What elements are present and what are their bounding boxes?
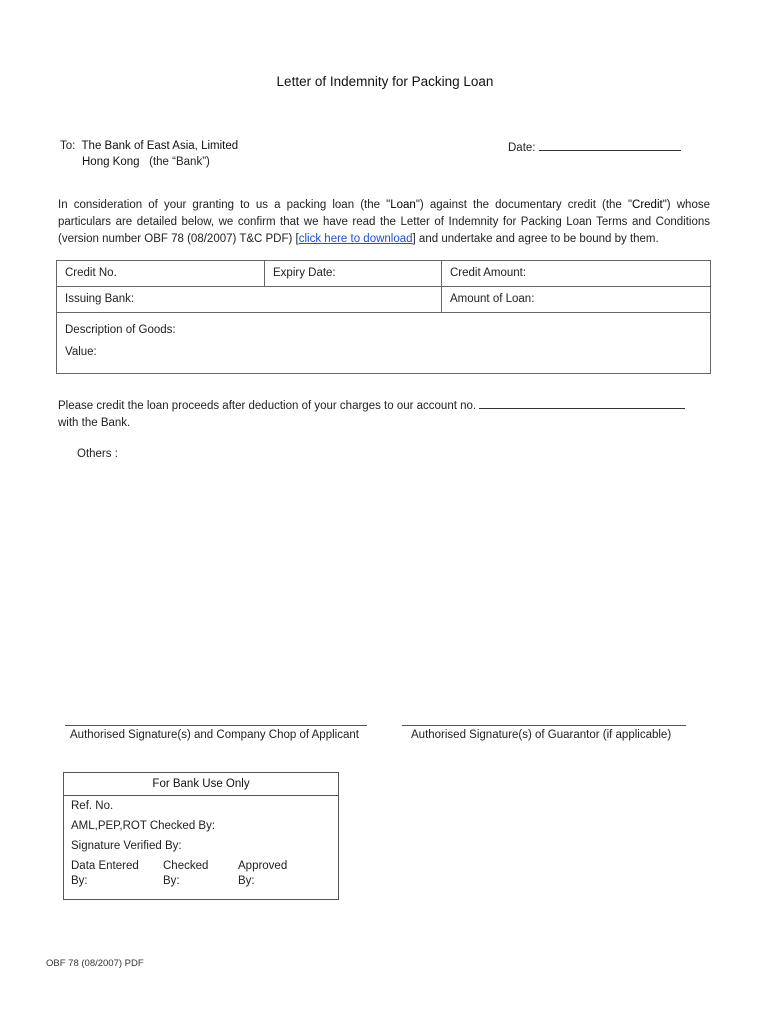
issuing-bank-cell[interactable] xyxy=(57,287,442,313)
data-entered-label xyxy=(71,859,139,889)
signature-verified-label: Signature Verified By: xyxy=(71,840,182,852)
applicant-signature-line[interactable] xyxy=(65,725,367,726)
bank-use-box xyxy=(63,772,339,900)
checked-label xyxy=(163,859,208,889)
guarantor-signature-label: Authorised Signature(s) of Guarantor (if applicable) xyxy=(411,729,672,741)
credit-no-cell[interactable] xyxy=(57,261,265,287)
intro-text-2: ") against the documentary credit (the " xyxy=(415,199,633,211)
credit-amount-label: Credit Amount: xyxy=(450,267,527,279)
account-no-line[interactable] xyxy=(479,397,685,409)
bank-use-heading: For Bank Use Only xyxy=(64,773,338,796)
footer-form-code: OBF 78 (08/2007) PDF xyxy=(46,958,144,969)
intro-loan-term: Loan xyxy=(390,199,416,211)
addressee-block xyxy=(60,139,238,170)
intro-text-1: In consideration of your granting to us a packing loan (the " xyxy=(58,199,391,211)
intro-text-4: ] and undertake and agree to be bound by them. xyxy=(412,233,659,245)
bank-name: The Bank of East Asia, Limited xyxy=(81,140,239,152)
credit-instruction-text: Please credit the loan proceeds after deduction of your charges to our account no. xyxy=(58,400,477,412)
document-title: Letter of Indemnity for Packing Loan xyxy=(276,74,494,89)
data-entered-line1: Data Entered xyxy=(71,860,139,872)
guarantor-signature-line[interactable] xyxy=(402,725,686,726)
approved-line2: By: xyxy=(238,875,255,887)
credit-no-label: Credit No. xyxy=(65,267,117,279)
issuing-bank-label: Issuing Bank: xyxy=(65,293,135,305)
applicant-signature-label: Authorised Signature(s) and Company Chop of Applicant xyxy=(70,729,359,741)
intro-text-3: ") whose particulars are detailed below, we confirm that we have read the Letter of Indemnity for Packing Loan Terms and Conditions (version number OBF 78 (08/2007) T&C PDF) [ xyxy=(58,199,710,245)
amount-of-loan-label: Amount of Loan: xyxy=(450,293,535,305)
approved-line1: Approved xyxy=(238,860,288,872)
expiry-date-cell[interactable] xyxy=(265,261,442,287)
description-label: Description of Goods: xyxy=(65,324,176,336)
aml-label: AML,PEP,ROT Checked By: xyxy=(71,820,216,832)
date-label: Date: xyxy=(508,142,536,154)
date-field xyxy=(508,139,681,154)
data-entered-line2: By: xyxy=(71,875,88,887)
amount-of-loan-cell[interactable] xyxy=(442,287,711,313)
download-link[interactable]: click here to download xyxy=(298,233,413,245)
checked-line1: Checked xyxy=(163,860,209,872)
intro-paragraph xyxy=(58,197,710,248)
ref-no-label: Ref. No. xyxy=(71,800,114,812)
credit-instruction-text-2: with the Bank. xyxy=(58,417,131,429)
intro-credit-term: Credit xyxy=(632,199,663,211)
value-label: Value: xyxy=(65,346,97,358)
expiry-date-label: Expiry Date: xyxy=(273,267,336,279)
date-input-line[interactable] xyxy=(539,139,681,151)
goods-cell[interactable] xyxy=(57,313,711,374)
approved-label xyxy=(238,859,287,889)
credit-details-table xyxy=(56,260,711,374)
bank-alias: (the “Bank”) xyxy=(149,155,210,168)
bank-city: Hong Kong xyxy=(82,155,140,168)
credit-amount-cell[interactable] xyxy=(442,261,711,287)
checked-line2: By: xyxy=(163,875,180,887)
credit-instruction xyxy=(58,397,685,432)
others-label: Others : xyxy=(77,448,118,460)
to-label: To: xyxy=(60,140,76,152)
